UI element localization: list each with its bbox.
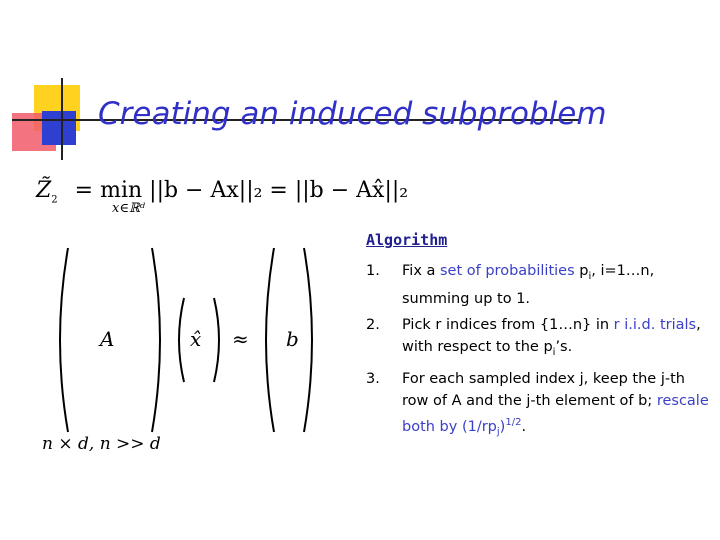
vector-b-label: b	[286, 327, 299, 351]
step-text	[402, 368, 712, 444]
equation-lhs: Z̃	[36, 178, 52, 203]
step-text-highlight: rescale both by (1/rp	[402, 393, 709, 435]
logo-blue-square	[42, 111, 76, 145]
step-text-segment: ’s.	[555, 339, 573, 355]
step-text-highlight: j	[496, 426, 500, 438]
matrix-right-paren	[152, 248, 160, 432]
matrix-A-label: A	[100, 327, 115, 351]
step-text-segment: Pick r indices from {1…n} in	[402, 317, 614, 333]
step-text-highlight: 1/2	[505, 417, 522, 428]
step-text	[402, 260, 712, 310]
step-text-segment: i	[588, 270, 592, 282]
step-text-segment: , i=1…n, summing up to 1.	[402, 263, 655, 307]
objective-equation	[36, 178, 408, 205]
step-text-segment: i	[552, 346, 556, 358]
step-text-highlight: r i.i.d. trials	[613, 317, 697, 333]
approx-symbol: ≈	[232, 327, 249, 351]
step-number: 1.	[366, 263, 380, 279]
step-text	[402, 314, 712, 364]
equation-rhs: = min ||b − Ax||₂ = ||b − Ax̂||₂	[74, 178, 409, 203]
step-text-highlight: )	[499, 418, 506, 435]
equation-min-subscript: x∈ℝᵈ	[112, 201, 145, 216]
algorithm-heading: Algorithm	[366, 231, 448, 249]
vector-b-right-paren	[304, 248, 312, 432]
slide-title: Creating an induced subproblem	[98, 96, 607, 132]
step-number: 2.	[366, 317, 380, 333]
step-text-highlight: set of probabilities	[440, 263, 575, 279]
dimension-label: n × d, n >> d	[42, 434, 161, 454]
step-text-segment: .	[521, 418, 527, 435]
step-text-segment: , with respect to the p	[402, 317, 701, 355]
step-text-segment: p	[574, 263, 589, 279]
vector-x-left-paren	[179, 298, 184, 382]
matrix-left-paren	[60, 248, 68, 432]
vector-b-left-paren	[266, 248, 274, 432]
vector-x-right-paren	[214, 298, 219, 382]
step-text-segment: For each sampled index j, keep the j-th row of A and the j-th element of b;	[402, 371, 685, 409]
step-text-segment: Fix a	[402, 263, 440, 279]
equation-lhs-sub: 2	[51, 194, 58, 206]
step-number: 3.	[366, 371, 380, 387]
vector-x-label: x̂	[190, 327, 202, 351]
